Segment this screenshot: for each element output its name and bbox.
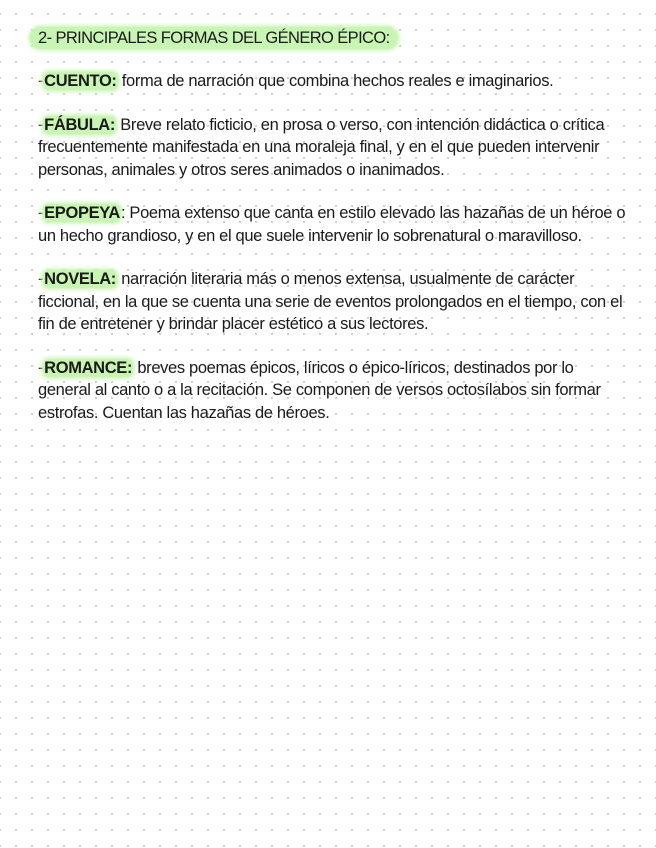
section-heading: 2- PRINCIPALES FORMAS DEL GÉNERO ÉPICO: [30,27,398,49]
entry-term: NOVELA: [44,270,116,288]
entry-term: ROMANCE: [44,358,133,377]
entry-fabula [38,114,626,182]
entry-novela [38,268,626,336]
entry-text: forma de narración que combina hechos reales e imaginarios. [117,72,554,90]
entries-list [38,70,626,424]
entry-romance [38,357,626,425]
entry-text: breves poemas épicos, líricos o épico-líricos, destinados por lo general al canto o a la recitación. Se componen de versos octosílabos sin formar estrofas. Cuentan las hazañas de héroes. [38,358,601,422]
entry-epopeya [38,202,626,247]
entry-text: : Poema extenso que canta en estilo elevado las hazañas de un héroe o un hecho grandioso, y en el que suele intervenir lo sobrenatural o maravilloso. [38,204,626,245]
entry-cuento [38,70,626,93]
entry-dash: - [38,72,44,90]
entry-term: FÁBULA: [44,115,116,134]
entry-dash: - [38,270,44,288]
entry-term: CUENTO: [44,72,117,90]
entry-dash: - [38,358,44,377]
entry-text: narración literaria más o menos extensa, usualmente de carácter ficcional, en la que se cuenta una serie de eventos prolongados en el tiempo, con el fin de entretener y brindar placer estético a sus lectores. [38,270,623,333]
entry-dash: - [38,204,44,222]
entry-term: EPOPEYA [44,204,120,222]
entry-dash: - [38,115,44,134]
entry-text: Breve relato ficticio, en prosa o verso, con intención didáctica o crítica frecuentemente manifestada en una moraleja final, y en el que pueden intervenir personas, animales y otros seres animados o inanimados. [38,115,605,179]
